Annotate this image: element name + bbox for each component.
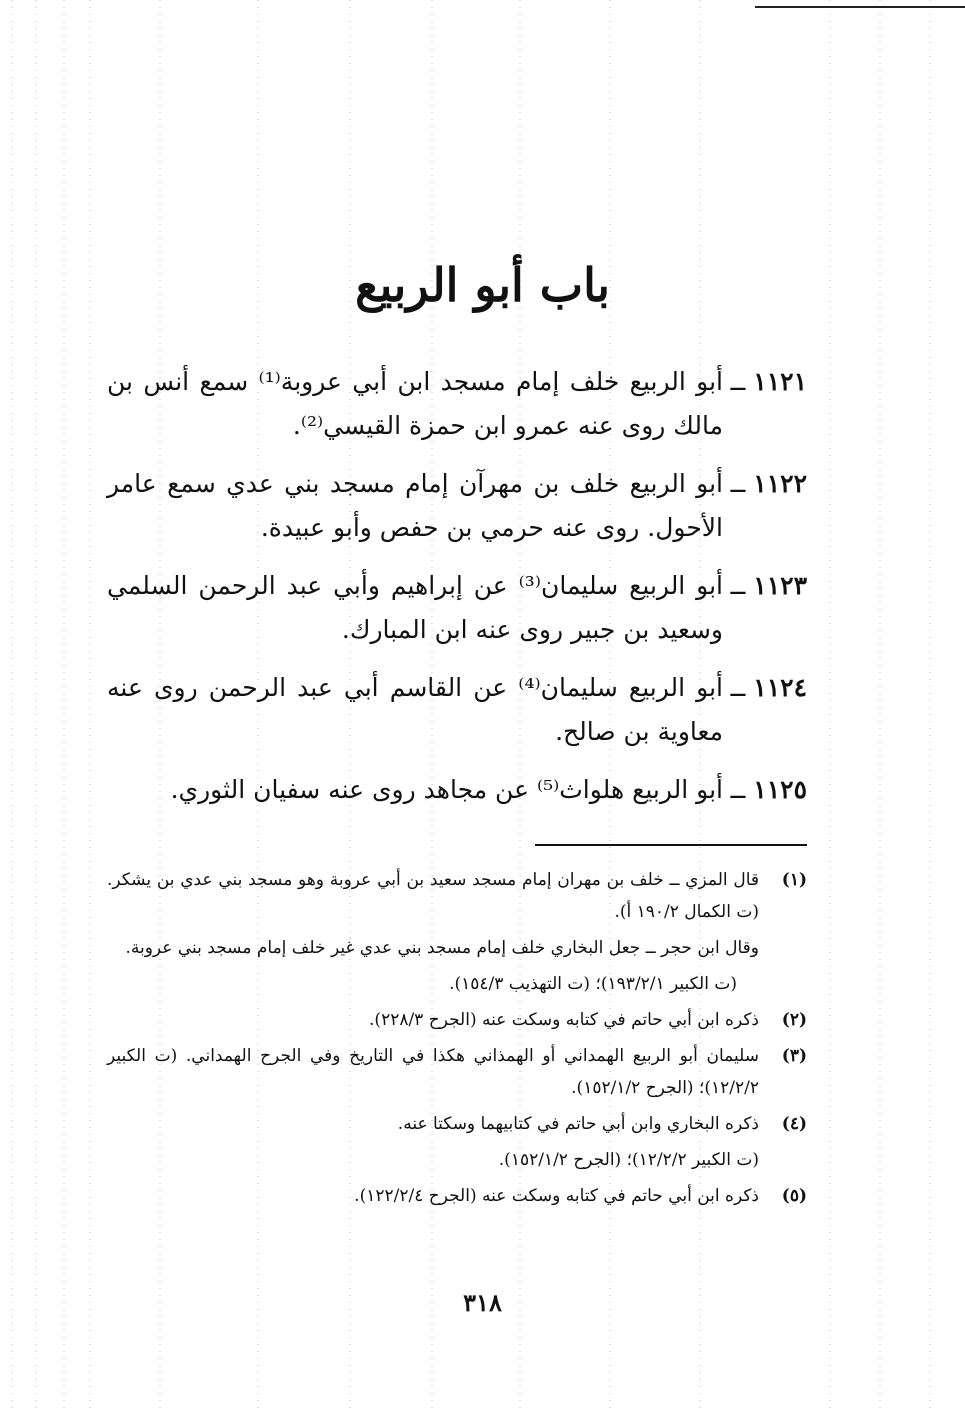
footnote-line: ذكره ابن أبي حاتم في كتابه وسكت عنه (الجرح ١٢٢/٢/٤).: [354, 1186, 759, 1206]
footnote-number: (٣): [781, 1046, 807, 1066]
footnote-body: [107, 1108, 759, 1176]
footnote-number: (٤): [781, 1114, 807, 1134]
entry-number: ١١٢٢: [753, 469, 807, 498]
entry-text: أبو الربيع خلف بن مهرآن إمام مسجد بني عدي سمع عامر الأحول. روى عنه حرمي بن حفص وأبو عبيدة.: [107, 469, 723, 542]
entry-1122: [107, 462, 807, 550]
footnote-body: [107, 1004, 759, 1036]
entry-number: ١١٢٣: [753, 571, 807, 600]
entry-number: ١١٢٥: [753, 775, 807, 804]
entry-dash: ــ: [730, 469, 746, 498]
footnote-line: قال المزي ــ خلف بن مهران إمام مسجد سعيد بن أبي عروبة وهو مسجد بني عدي بن يشكر. (ت الكمال ١٩٠/٢ أ).: [107, 870, 759, 922]
entry-dash: ــ: [730, 673, 746, 702]
entry-1123: [107, 564, 807, 652]
footnote-line: ذكره البخاري وابن أبي حاتم في كتابيهما وسكتا عنه.: [397, 1114, 759, 1134]
entry-dash: ــ: [730, 367, 746, 396]
entry-1121: [107, 360, 807, 448]
top-rule: [755, 6, 965, 8]
entry-number: ١١٢١: [753, 367, 807, 396]
entry-text: أبو الربيع سليمان⁽⁴⁾ عن القاسم أبي عبد الرحمن روى عنه معاوية بن صالح.: [107, 673, 723, 746]
footnote-5: [107, 1180, 807, 1212]
footnote-number: (٥): [781, 1186, 807, 1206]
entry-text: أبو الربيع سليمان⁽³⁾ عن إبراهيم وأبي عبد الرحمن السلمي وسعيد بن جبير روى عنه ابن المبارك.: [107, 571, 724, 644]
entry-dash: ــ: [730, 571, 746, 600]
entry-text: أبو الربيع خلف إمام مسجد ابن أبي عروبة⁽¹⁾ سمع أنس بن مالك روى عنه عمرو ابن حمزة القيسي⁽²⁾.: [107, 367, 723, 440]
footnote-line: (ت الكبير ١٩٣/٢/١)؛ (ت التهذيب ١٥٤/٣).: [449, 974, 737, 994]
entries-list: [107, 360, 807, 826]
entry-dash: ــ: [730, 775, 746, 804]
footnote-number: (٢): [781, 1010, 807, 1030]
footnote-2: [107, 1004, 807, 1036]
footnote-body: [107, 1040, 759, 1104]
page-title: باب أبو الربيع: [355, 258, 610, 312]
footnote-separator: [535, 844, 807, 846]
page-number: ٣١٨: [463, 1288, 502, 1317]
footnote-number: (١): [781, 870, 807, 890]
footnote-line: ذكره ابن أبي حاتم في كتابه وسكت عنه (الجرح ٢٢٨/٣).: [369, 1010, 759, 1030]
footnotes: [107, 864, 807, 1216]
footnote-4: [107, 1108, 807, 1176]
entry-text: أبو الربيع هلواث⁽⁵⁾ عن مجاهد روى عنه سفيان الثوري.: [170, 775, 723, 804]
footnote-line: سليمان أبو الربيع الهمداني أو الهمذاني هكذا في التاريخ وفي الجرح الهمداني. (ت الكبير ١٢/٢/٢)؛ (الجرح ١٥٢/١/٢).: [107, 1046, 759, 1098]
entry-1125: [107, 768, 807, 812]
footnote-3: [107, 1040, 807, 1104]
footnote-body: [107, 864, 759, 1000]
footnote-body: [107, 1180, 759, 1212]
footnote-line: (ت الكبير ١٢/٢/٢)؛ (الجرح ١٥٢/١/٢).: [498, 1150, 759, 1170]
footnote-1: [107, 864, 807, 1000]
entry-1124: [107, 666, 807, 754]
footnote-line: وقال ابن حجر ــ جعل البخاري خلف إمام مسجد بني عدي غير خلف إمام مسجد بني عروبة.: [125, 938, 759, 958]
entry-number: ١١٢٤: [753, 673, 807, 702]
